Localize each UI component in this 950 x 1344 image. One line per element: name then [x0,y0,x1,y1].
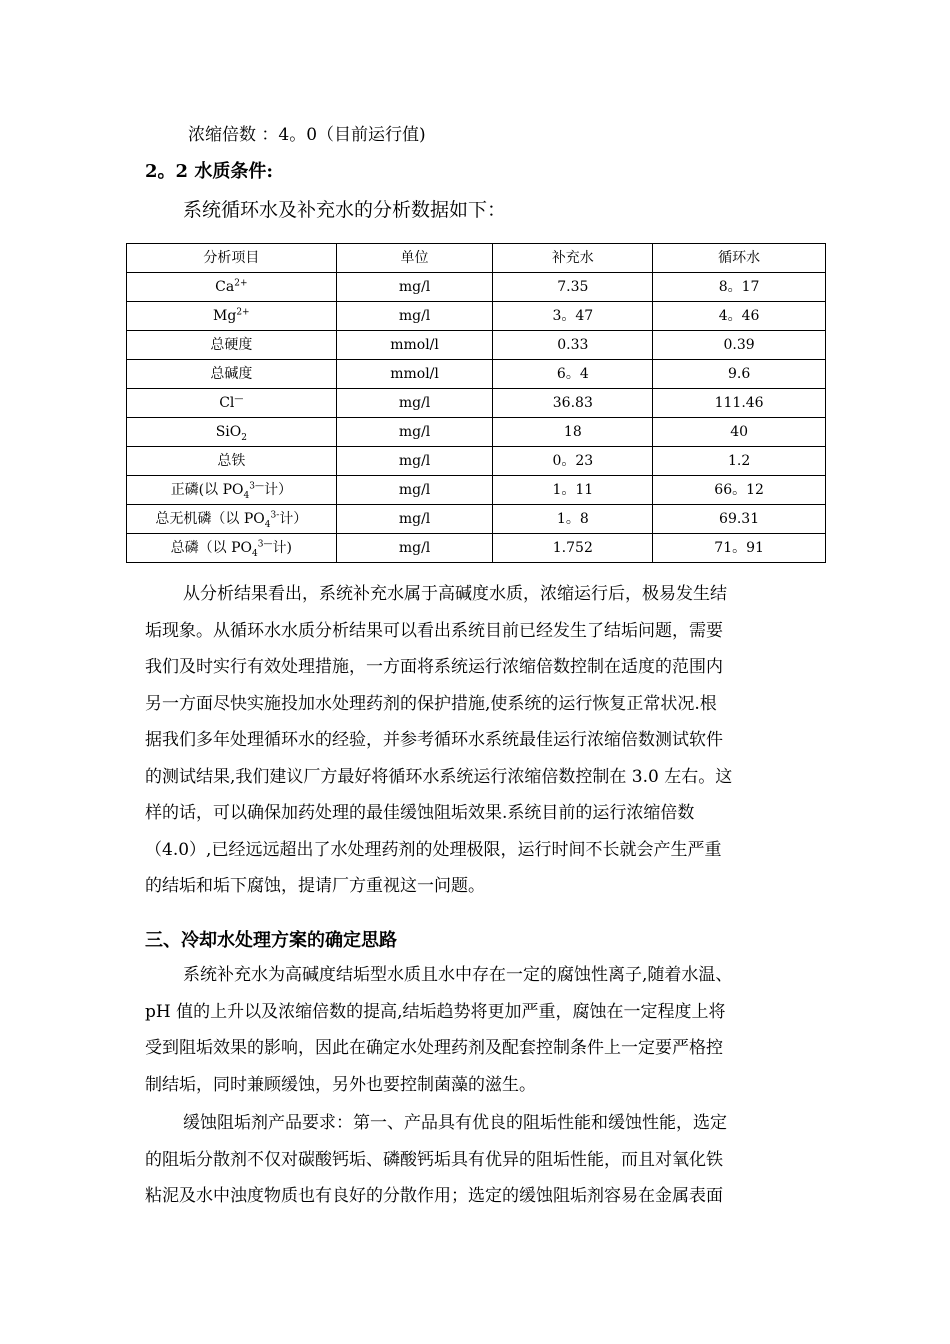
cell-unit: mg/l [336,505,493,534]
cell-makeup-water: 6。4 [493,360,653,389]
paragraph-line: 的测试结果,我们建议厂方最好将循环水系统运行浓缩倍数控制在 3.0 左右。这 [145,766,733,787]
paragraph-line: 受到阻垢效果的影响，因此在确定水处理药剂及配套控制条件上一定要严格控 [145,1038,723,1058]
paragraph-line: 据我们多年处理循环水的经验，并参考循环水系统最佳运行浓缩倍数测试软件 [145,730,723,750]
section-2-2-heading: 2。2 水质条件: [145,161,273,182]
cell-makeup-water: 3。47 [493,302,653,331]
table-row [127,389,826,418]
paragraph-line: （4.0）,已经远远超出了水处理药剂的处理极限，运行时间不长就会产生严重 [145,839,722,860]
cell-item [127,447,337,476]
cell-item [127,476,337,505]
cell-unit: mg/l [336,447,493,476]
item-superscript: 3— [249,481,264,492]
cell-circulating-water: 69.31 [653,505,826,534]
item-name: 总碱度 [210,366,253,382]
cell-makeup-water: 7.35 [493,273,653,302]
table-intro-text: 系统循环水及补充水的分析数据如下： [183,199,507,221]
paragraph-line: 缓蚀阻垢剂产品要求：第一、产品具有优良的阻垢性能和缓蚀性能，选定 [183,1113,727,1133]
item-superscript: 3— [257,539,273,550]
item-superscript: 2+ [234,278,248,289]
cell-makeup-water: 1。8 [493,505,653,534]
item-superscript: 2+ [236,307,250,318]
paragraph-line: 垢现象。从循环水水质分析结果可以看出系统目前已经发生了结垢问题，需要 [145,620,723,641]
cell-circulating-water: 111.46 [653,389,826,418]
cell-unit: mmol/l [336,360,493,389]
cell-circulating-water: 1.2 [653,447,826,476]
item-name: Mg [213,308,237,324]
item-subscript: 2 [241,432,247,443]
requirements-paragraph [145,1105,815,1215]
cell-makeup-water: 0.33 [493,331,653,360]
cell-unit: mg/l [336,273,493,302]
paragraph-line: 另一方面尽快实施投加水处理药剂的保护措施,使系统的运行恢复正常状况.根 [145,693,717,714]
item-suffix: 计) [272,540,292,556]
cell-item [127,302,337,331]
table-row [127,476,826,505]
cell-item [127,389,337,418]
table-row [127,273,826,302]
cell-circulating-water: 66。12 [653,476,826,505]
cell-unit: mg/l [336,418,493,447]
section-3-heading: 三、冷却水处理方案的确定思路 [145,930,397,951]
item-name: 总硬度 [210,337,253,353]
item-name: Cl [219,395,235,411]
table-row [127,302,826,331]
analysis-paragraph [145,576,815,905]
cell-makeup-water: 1.752 [493,534,653,563]
header-makeup-water: 补充水 [493,244,653,273]
cell-item [127,418,337,447]
table-row [127,418,826,447]
cell-circulating-water: 9.6 [653,360,826,389]
table-row [127,331,826,360]
cell-circulating-water: 71。91 [653,534,826,563]
cell-item [127,331,337,360]
item-superscript: — [234,394,244,405]
paragraph-line: 粘泥及水中浊度物质也有良好的分散作用；选定的缓蚀阻垢剂容易在金属表面 [145,1186,723,1206]
cell-circulating-water: 4。46 [653,302,826,331]
table-row [127,360,826,389]
paragraph-line: 我们及时实行有效处理措施，一方面将系统运行浓缩倍数控制在适度的范围内 [145,657,723,677]
cell-unit: mmol/l [336,331,493,360]
header-item: 分析项目 [127,244,337,273]
header-unit: 单位 [336,244,493,273]
cell-item [127,534,337,563]
cell-circulating-water: 0.39 [653,331,826,360]
cell-circulating-water: 8。17 [653,273,826,302]
cell-unit: mg/l [336,476,493,505]
header-circulating-water: 循环水 [653,244,826,273]
cell-unit: mg/l [336,389,493,418]
item-suffix: 计） [279,511,308,527]
table-row [127,505,826,534]
item-subscript: 4 [252,548,258,559]
water-analysis-table [126,243,826,563]
item-suffix: 计） [263,482,292,498]
concentration-ratio-line: 浓缩倍数 ：4。0（目前运行值) [188,125,426,145]
cell-item [127,273,337,302]
item-subscript: 4 [243,490,250,501]
section-3-paragraph [145,957,815,1103]
item-name: 总无机磷（以 PO [155,511,265,527]
paragraph-line: pH 值的上升以及浓缩倍数的提高,结垢趋势将更加严重，腐蚀在一定程度上将 [145,1001,726,1022]
cell-unit: mg/l [336,534,493,563]
item-name: 总铁 [217,453,246,469]
table-row [127,534,826,563]
item-name: SiO [215,424,242,440]
cell-makeup-water: 18 [493,418,653,447]
paragraph-line: 的阻垢分散剂不仅对碳酸钙垢、磷酸钙垢具有优异的阻垢性能，而且对氧化铁 [145,1149,723,1170]
item-subscript: 4 [264,519,271,530]
table-header-row [127,244,826,273]
paragraph-line: 系统补充水为高碱度结垢型水质且水中存在一定的腐蚀性离子,随着水温、 [183,965,733,985]
table-row [127,447,826,476]
cell-unit: mg/l [336,302,493,331]
cell-item [127,360,337,389]
item-name: Ca [215,279,235,295]
item-name: 正磷(以 PO [170,482,244,498]
paragraph-line: 制结垢，同时兼顾缓蚀，另外也要控制菌藻的滋生。 [145,1074,536,1095]
cell-makeup-water: 0。23 [493,447,653,476]
paragraph-line: 的结垢和垢下腐蚀，提请厂方重视这一问题。 [145,876,485,896]
paragraph-line: 样的话，可以确保加药处理的最佳缓蚀阻垢效果.系统目前的运行浓缩倍数 [145,803,695,823]
cell-item [127,505,337,534]
paragraph-line: 从分析结果看出，系统补充水属于高碱度水质，浓缩运行后，极易发生结 [183,584,727,604]
cell-makeup-water: 36.83 [493,389,653,418]
item-superscript: 3- [270,510,280,521]
cell-makeup-water: 1。11 [493,476,653,505]
item-name: 总磷（以 PO [170,540,253,556]
cell-circulating-water: 40 [653,418,826,447]
